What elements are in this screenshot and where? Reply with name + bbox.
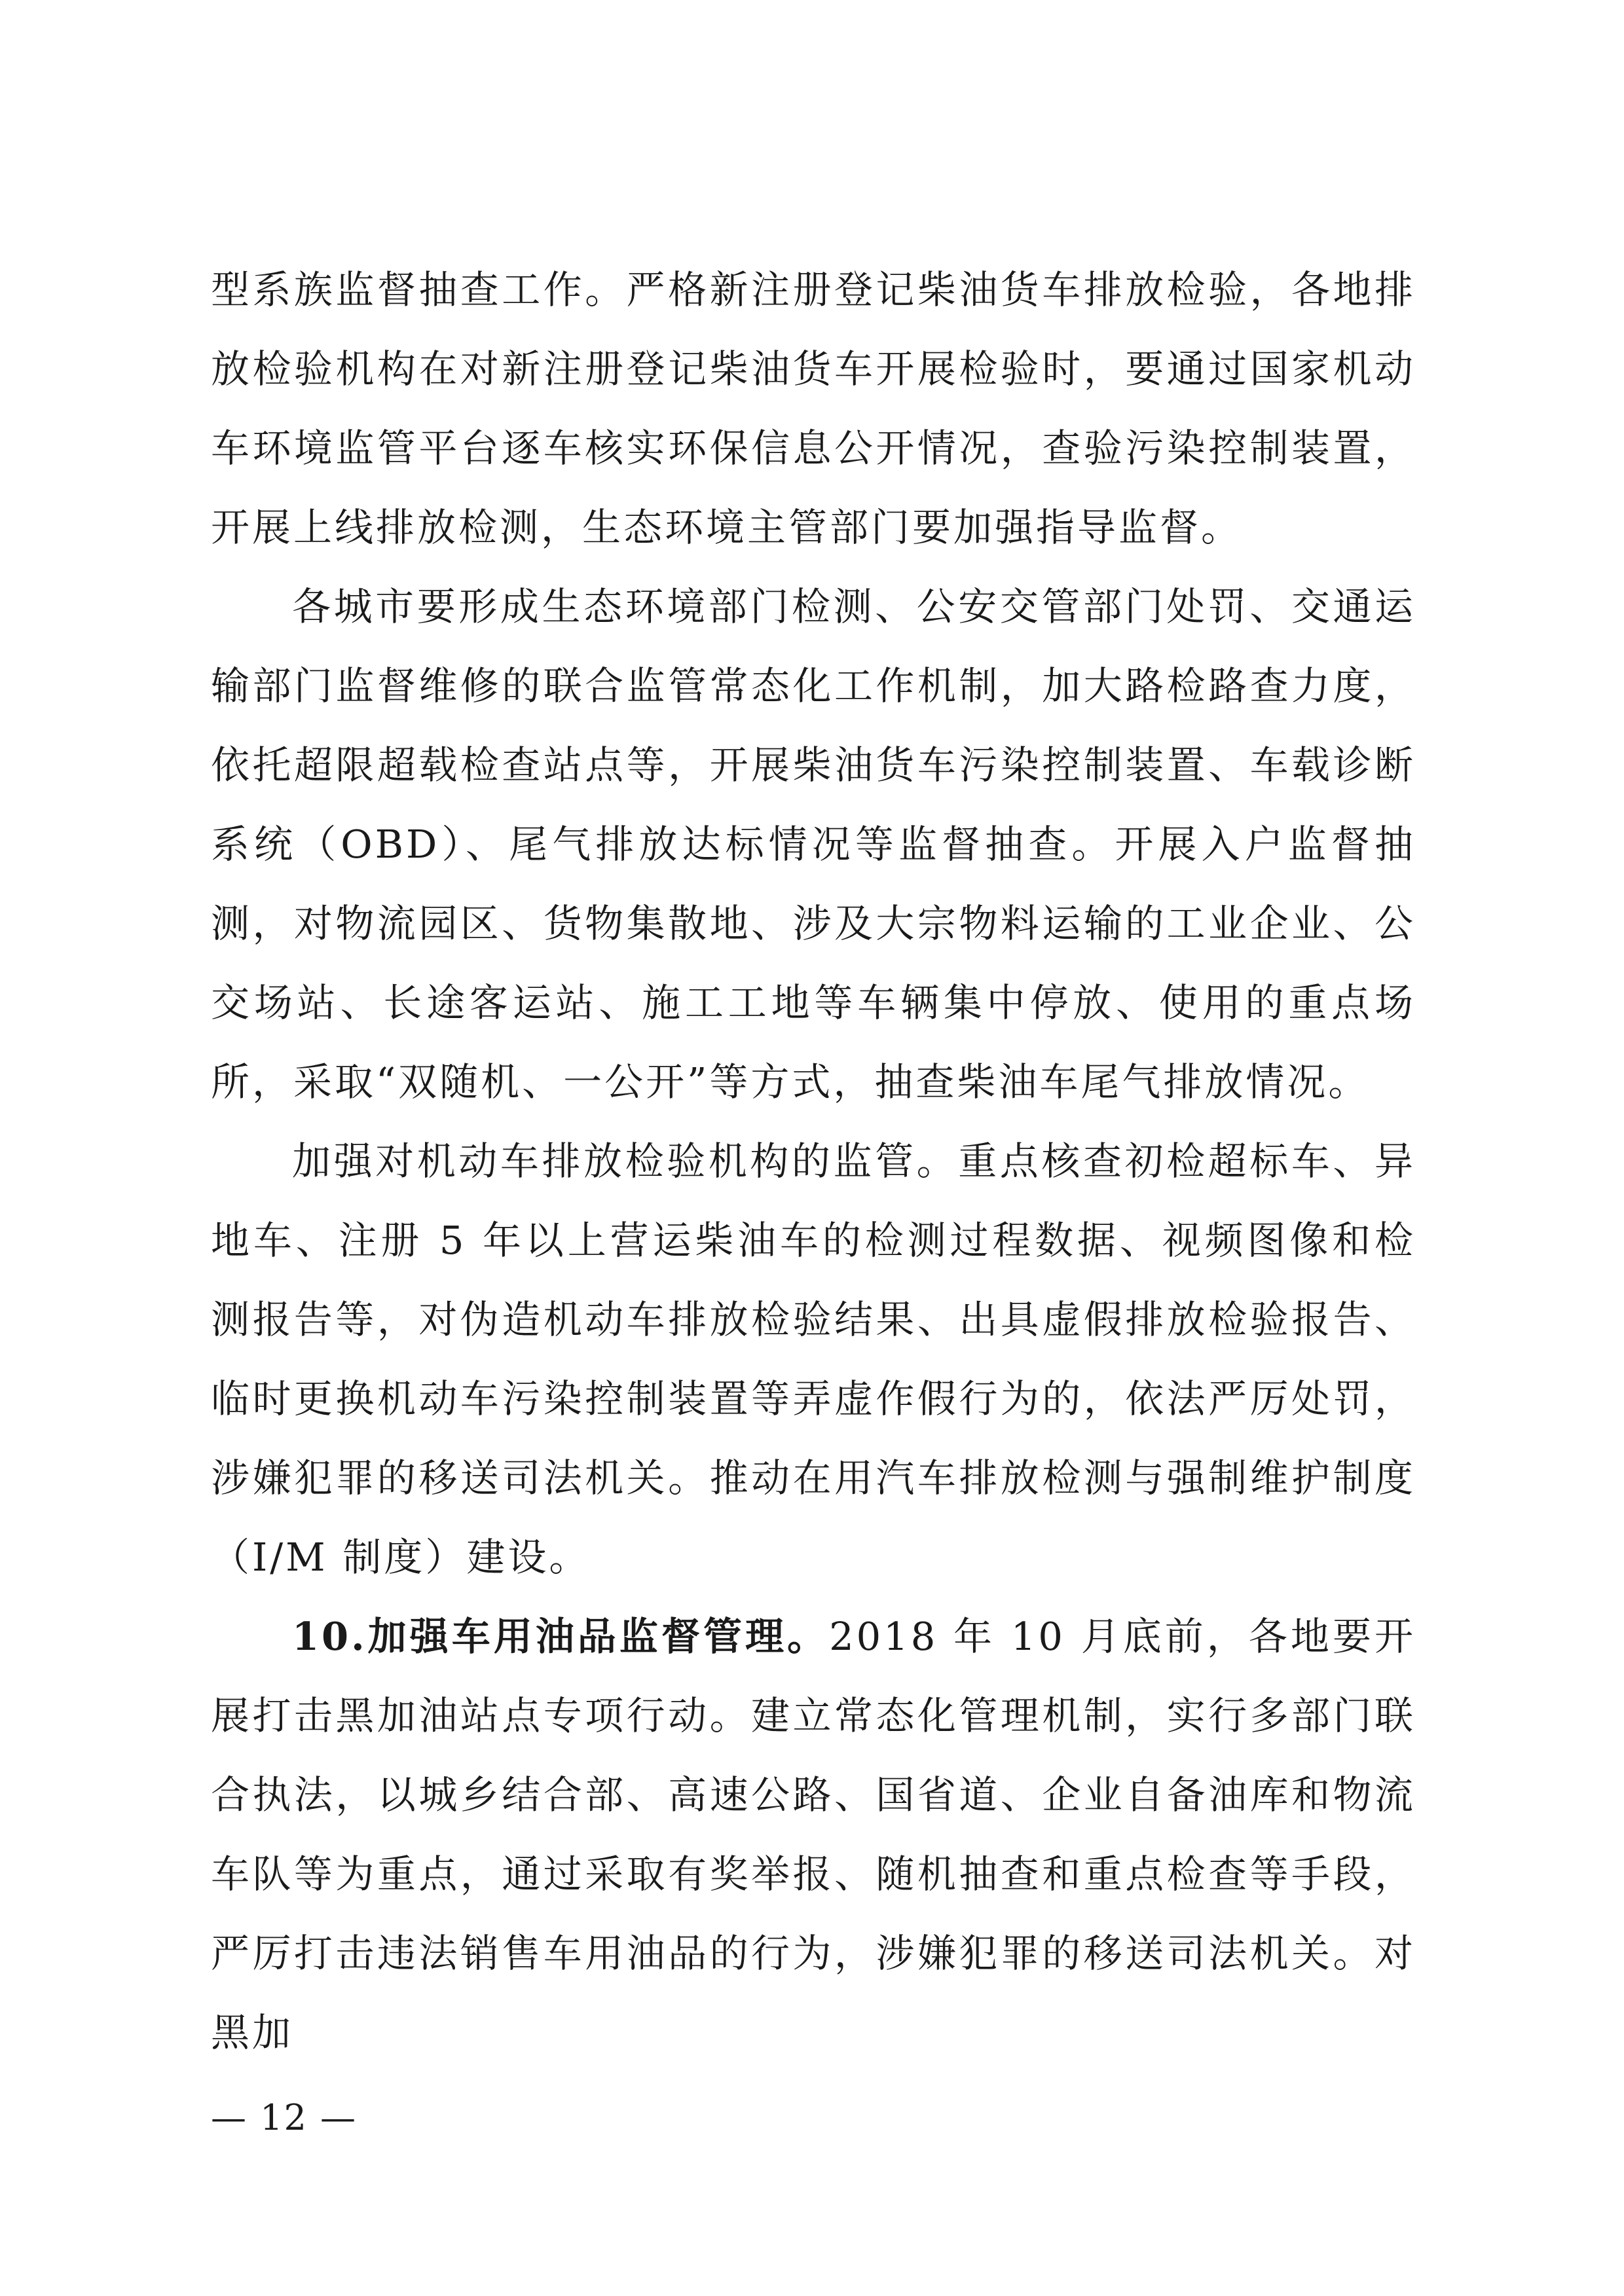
paragraph-2-text: 各城市要形成生态环境部门检测、公安交管部门处罚、交通运输部门监督维修的联合监管常态化工作机制，加大路检路查力度，依托超限超载检查站点等，开展柴油货车污染控制装置、车载诊断系统（OBD）、尾气排放达标情况等监督抽查。开展入户监督抽测，对物流园区、货物集散地、涉及大宗物料运输的工业企业、公交场站、长途客运站、施工工地等车辆集中停放、使用的重点场所，采取“双随机、一公开”等方式，抽查柴油车尾气排放情况。 <box>211 584 1416 1104</box>
paragraph-4 <box>211 1597 1416 2072</box>
paragraph-1 <box>211 250 1416 567</box>
body-text <box>211 250 1416 2072</box>
paragraph-4-text: 2018 年 10 月底前，各地要开展打击黑加油站点专项行动。建立常态化管理机制，实行多部门联合执法，以城乡结合部、高速公路、国省道、企业自备油库和物流车队等为重点，通过采取有奖举报、随机抽查和重点检查等手段，严厉打击违法销售车用油品的行为，涉嫌犯罪的移送司法机关。对黑加 <box>211 1614 1416 2055</box>
paragraph-4-heading: 10.加强车用油品监督管理。 <box>292 1614 830 1659</box>
page-number: — 12 — <box>211 2097 358 2138</box>
paragraph-3-text: 加强对机动车排放检验机构的监管。重点核查初检超标车、异地车、注册 5 年以上营运柴油车的检测过程数据、视频图像和检测报告等，对伪造机动车排放检验结果、出具虚假排放检验报告、临时更换机动车污染控制装置等弄虚作假行为的，依法严厉处罚，涉嫌犯罪的移送司法机关。推动在用汽车排放检测与强制维护制度（I/M 制度）建设。 <box>211 1139 1416 1580</box>
paragraph-1-text: 型系族监督抽查工作。严格新注册登记柴油货车排放检验，各地排放检验机构在对新注册登记柴油货车开展检验时，要通过国家机动车环境监管平台逐车核实环保信息公开情况，查验污染控制装置，开展上线排放检测，生态环境主管部门要加强指导监督。 <box>211 267 1416 550</box>
paragraph-2 <box>211 567 1416 1121</box>
paragraph-3 <box>211 1121 1416 1597</box>
